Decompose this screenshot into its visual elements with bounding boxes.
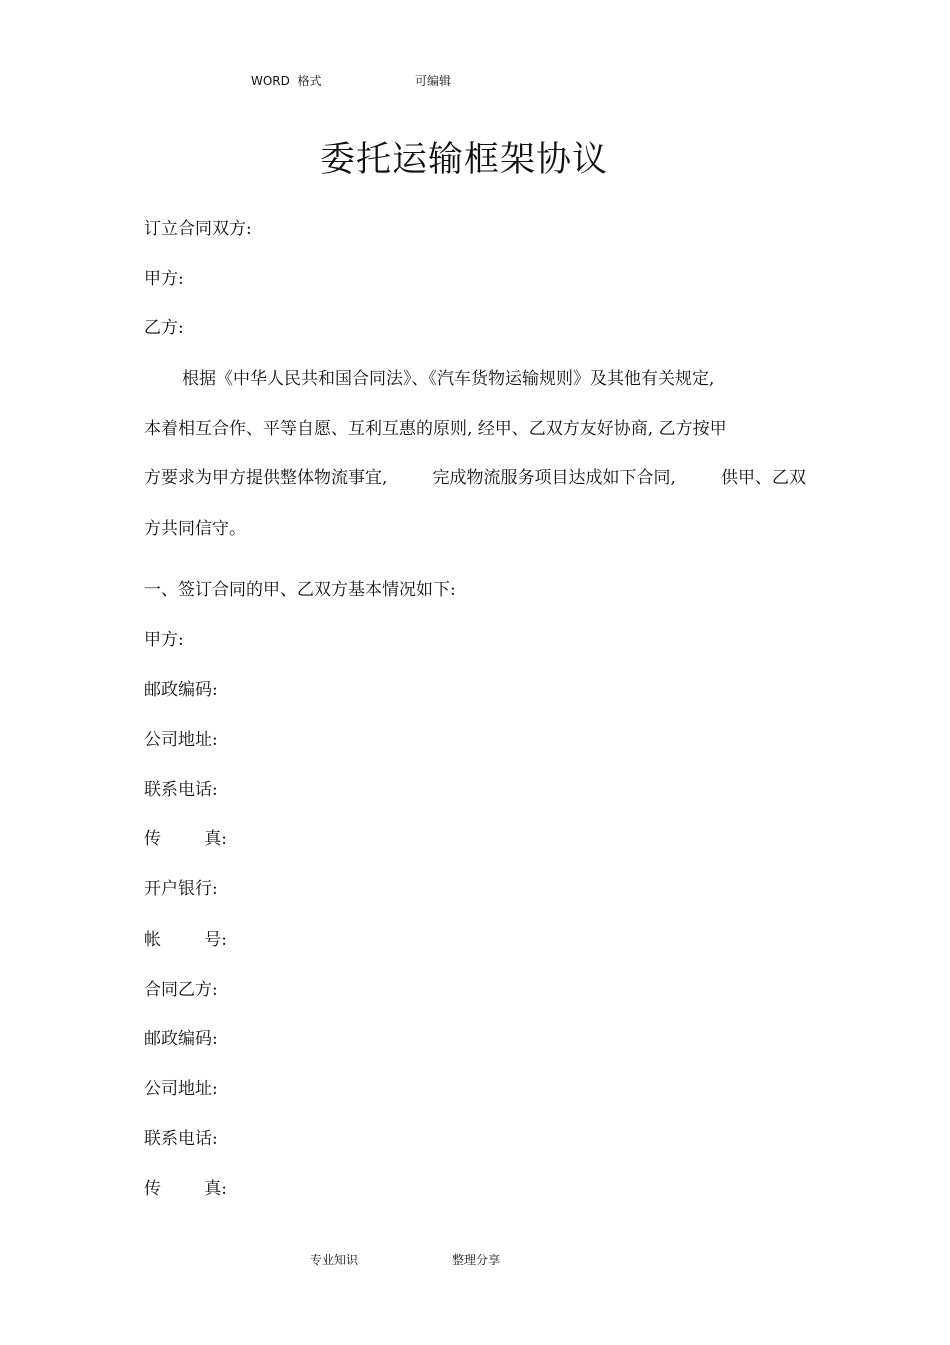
field-fax-b: 传 真:: [144, 1179, 227, 1199]
preamble-line-3-part-2: 完成物流服务项目达成如下合同,: [432, 468, 676, 488]
preamble-line-3: [144, 467, 806, 489]
field-fax-a: 传 真:: [144, 829, 227, 849]
party-b-label: 乙方:: [144, 318, 184, 338]
preamble-line-2: 本着相互合作、平等自愿、互利互惠的原则, 经甲、乙双方友好协商, 乙方按甲: [144, 419, 727, 439]
document-title: 委托运输框架协议: [319, 140, 608, 180]
field-party-b: 合同乙方:: [144, 980, 218, 1000]
field-phone-a: 联系电话:: [144, 780, 218, 800]
footer-knowledge-label: 专业知识: [310, 1253, 359, 1267]
field-postal-code-a: 邮政编码:: [144, 680, 218, 700]
section-1-heading: 一、签订合同的甲、乙双方基本情况如下:: [144, 580, 456, 600]
field-company-address-b: 公司地址:: [144, 1079, 218, 1099]
preamble-line-3-part-1: 方要求为甲方提供整体物流事宜,: [144, 468, 388, 488]
footer-share-label: 整理分享: [452, 1253, 501, 1267]
field-account-a: 帐 号:: [144, 930, 227, 950]
header-editable-label: 可编辑: [415, 74, 452, 88]
preamble-line-3-part-3: 供甲、乙双: [721, 468, 806, 488]
field-postal-code-b: 邮政编码:: [144, 1029, 218, 1049]
party-a-label: 甲方:: [144, 269, 184, 289]
header-format-label: WORD 格式: [251, 74, 322, 88]
preamble-line-1: 根据《中华人民共和国合同法》、《汽车货物运输规则》及其他有关规定,: [182, 369, 715, 389]
field-bank-a: 开户银行:: [144, 879, 218, 899]
field-party-a: 甲方:: [144, 630, 184, 650]
field-company-address-a: 公司地址:: [144, 730, 218, 750]
field-phone-b: 联系电话:: [144, 1129, 218, 1149]
preamble-line-4: 方共同信守。: [144, 519, 246, 539]
parties-heading: 订立合同双方:: [144, 219, 252, 239]
